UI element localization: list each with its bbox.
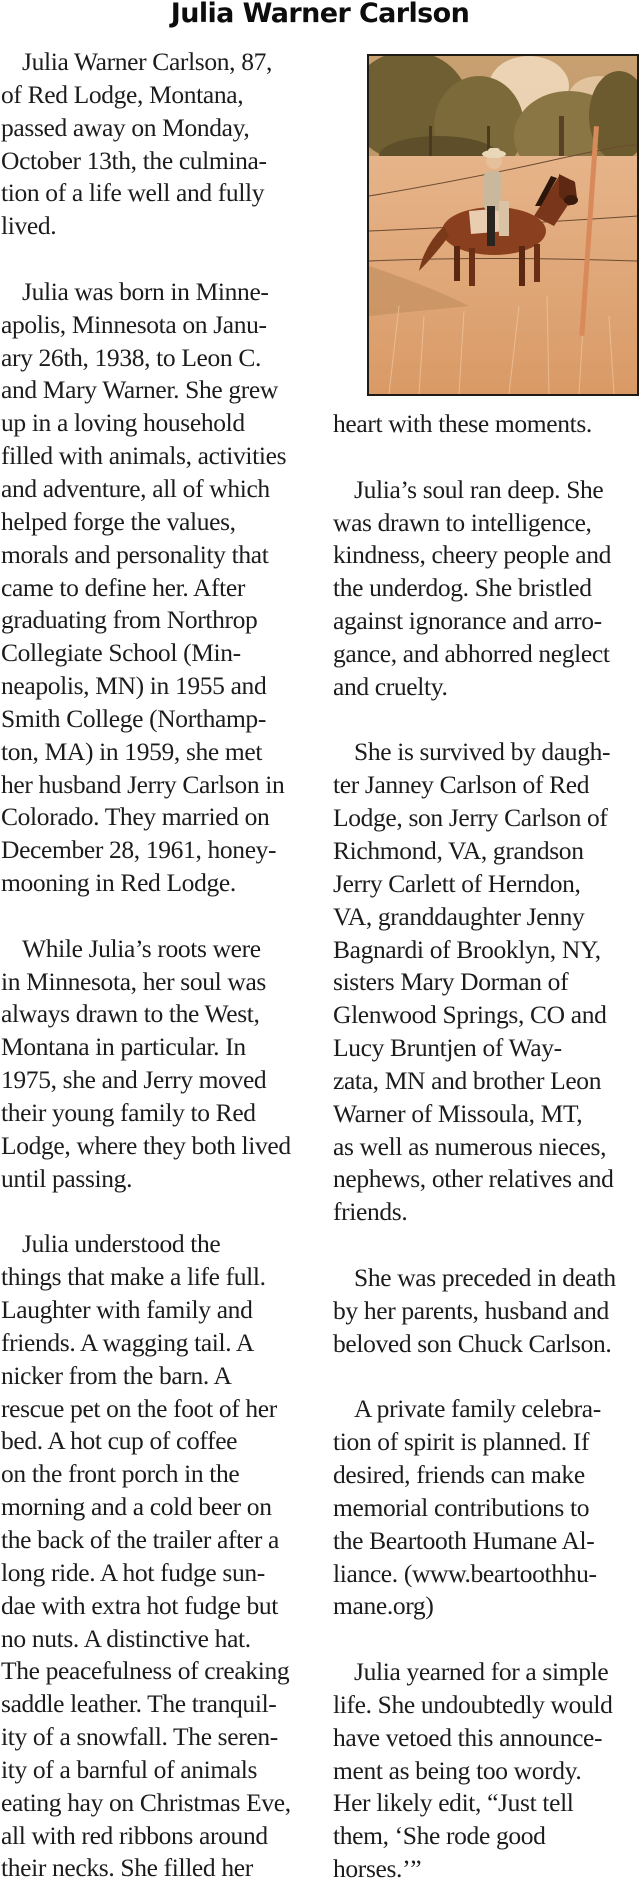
text-line: zata, MN and brother Leon <box>333 1065 602 1095</box>
text-line: and adventure, all of which <box>1 473 270 503</box>
text-line: passed away on Monday, <box>1 112 250 142</box>
text-line: up in a loving household <box>1 408 245 438</box>
text-line: liance. (www.beartoothhu- <box>333 1558 597 1588</box>
text-line: tion of a life well and fully <box>1 178 265 208</box>
text-line: apolis, Minnesota on Janu- <box>1 309 267 339</box>
text-line: She was preceded in death <box>354 1262 616 1292</box>
paragraph-gap <box>1 900 321 933</box>
text-line: their necks. She filled her <box>1 1853 253 1883</box>
text-line: all with red ribbons around <box>1 1820 268 1850</box>
text-line: A private family celebra- <box>354 1394 601 1424</box>
text-line: ton, MA) in 1959, she met <box>1 736 263 766</box>
text-line: of Red Lodge, Montana, <box>1 79 244 109</box>
paragraph-gap <box>333 1229 640 1262</box>
text-line: Julia understood the <box>22 1229 221 1259</box>
text-line: Richmond, VA, grandson <box>333 835 584 865</box>
text-line: Collegiate School (Min- <box>1 638 241 668</box>
text-line: morning and a cold beer on <box>1 1492 272 1522</box>
text-line: nephews, other relatives and <box>333 1164 614 1194</box>
text-line: tion of spirit is planned. If <box>333 1427 590 1457</box>
text-line: always drawn to the West, <box>1 999 260 1029</box>
text-line: bed. A hot cup of coffee <box>1 1426 238 1456</box>
text-line: Laughter with family and <box>1 1295 253 1325</box>
text-line: 1975, she and Jerry moved <box>1 1065 267 1095</box>
text-line: Bagnardi of Brooklyn, NY, <box>333 934 601 964</box>
text-line: things that make a life full. <box>1 1262 266 1292</box>
paragraph-gap <box>333 704 640 737</box>
obituary-photo <box>367 54 639 396</box>
text-line: Julia’s soul ran deep. She <box>354 474 604 504</box>
text-line: friends. <box>333 1197 408 1227</box>
text-line: ity of a snowfall. The seren- <box>1 1722 278 1752</box>
text-line: on the front porch in the <box>1 1459 240 1489</box>
text-line: lived. <box>1 211 57 241</box>
text-line: long ride. A hot fudge sun- <box>1 1557 265 1587</box>
text-line: saddle leather. The tranquil- <box>1 1689 277 1719</box>
horse-rider-photo-image <box>369 56 637 394</box>
text-line: Lodge, where they both lived <box>1 1130 291 1160</box>
obituary-title: Julia Warner Carlson <box>170 0 470 29</box>
paragraph-gap <box>1 243 321 276</box>
text-line: her husband Jerry Carlson in <box>1 769 285 799</box>
text-line: Smith College (Northamp- <box>1 703 266 733</box>
text-line: Jerry Carlett of Herndon, <box>333 868 581 898</box>
text-line: Julia was born in Minne- <box>22 276 269 306</box>
text-line: them, ‘She rode good <box>333 1821 546 1851</box>
text-line: She is survived by daugh- <box>354 737 611 767</box>
text-line: The peacefulness of creaking <box>1 1656 290 1686</box>
text-line: against ignorance and arro- <box>333 606 602 636</box>
text-line: Montana in particular. In <box>1 1032 246 1062</box>
text-line: Lodge, son Jerry Carlson of <box>333 803 608 833</box>
text-line: memorial contributions to <box>333 1492 590 1522</box>
text-line: desired, friends can make <box>333 1460 585 1489</box>
text-line: have vetoed this announce- <box>333 1722 603 1752</box>
text-line: and cruelty. <box>333 671 448 701</box>
right-column <box>333 408 640 1886</box>
text-line: graduating from Northrop <box>1 605 258 635</box>
paragraph-gap <box>333 1623 640 1656</box>
paragraph-gap <box>333 1360 640 1393</box>
text-line: helped forge the values, <box>1 506 236 536</box>
text-line: dae with extra hot fudge but <box>1 1590 278 1620</box>
text-line: as well as numerous nieces, <box>333 1131 607 1161</box>
text-line: ity of a barnful of animals <box>1 1754 258 1784</box>
text-line: Julia Warner Carlson, 87, <box>22 47 273 76</box>
left-column <box>1 46 321 1885</box>
text-line: ment as being too wordy. <box>333 1755 582 1785</box>
text-line: beloved son Chuck Carlson. <box>333 1328 612 1358</box>
text-line: the Beartooth Humane Al- <box>333 1525 595 1555</box>
text-line: Lucy Bruntjen of Way- <box>333 1033 562 1063</box>
text-line: by her parents, husband and <box>333 1295 609 1325</box>
paragraph-gap <box>333 441 640 474</box>
text-line: Julia yearned for a simple <box>354 1657 609 1687</box>
text-line: kindness, cheery people and <box>333 540 612 570</box>
text-line: ter Janney Carlson of Red <box>333 770 590 800</box>
text-line: filled with animals, activities <box>1 441 287 471</box>
text-line: heart with these moments. <box>333 409 592 438</box>
text-line: While Julia’s roots were <box>22 933 261 963</box>
text-line: Glenwood Springs, CO and <box>333 1000 607 1030</box>
text-line: until passing. <box>1 1163 133 1193</box>
text-line: rescue pet on the foot of her <box>1 1393 277 1423</box>
text-line: friends. A wagging tail. A <box>1 1327 254 1357</box>
text-line: Her likely edit, “Just tell <box>333 1788 574 1818</box>
text-line: was drawn to intelligence, <box>333 507 592 537</box>
text-line: ary 26th, 1938, to Leon C. <box>1 342 262 372</box>
paragraph-gap <box>1 1196 321 1229</box>
text-line: life. She undoubtedly would <box>333 1689 613 1719</box>
text-line: their young family to Red <box>1 1098 256 1127</box>
text-line: mooning in Red Lodge. <box>1 868 236 898</box>
text-line: Colorado. They married on <box>1 802 270 832</box>
text-line: horses.’” <box>333 1854 422 1884</box>
text-line: VA, granddaughter Jenny <box>333 901 585 931</box>
text-line: in Minnesota, her soul was <box>1 966 266 996</box>
text-line: nicker from the barn. A <box>1 1360 232 1390</box>
text-line: the back of the trailer after a <box>1 1524 279 1554</box>
text-line: gance, and abhorred neglect <box>333 638 610 668</box>
text-line: mane.org) <box>333 1591 434 1621</box>
text-line: neapolis, MN) in 1955 and <box>1 671 267 701</box>
text-line: morals and personality that <box>1 539 269 569</box>
text-line: came to define her. After <box>1 572 246 602</box>
text-line: December 28, 1961, honey- <box>1 835 277 865</box>
text-line: no nuts. A distinctive hat. <box>1 1623 251 1653</box>
text-line: eating hay on Christmas Eve, <box>1 1787 291 1817</box>
text-line: Warner of Missoula, MT, <box>333 1098 583 1128</box>
text-line: the underdog. She bristled <box>333 573 592 603</box>
text-line: sisters Mary Dorman of <box>333 967 569 997</box>
text-line: and Mary Warner. She grew <box>1 375 278 405</box>
text-line: October 13th, the culmina- <box>1 145 267 175</box>
